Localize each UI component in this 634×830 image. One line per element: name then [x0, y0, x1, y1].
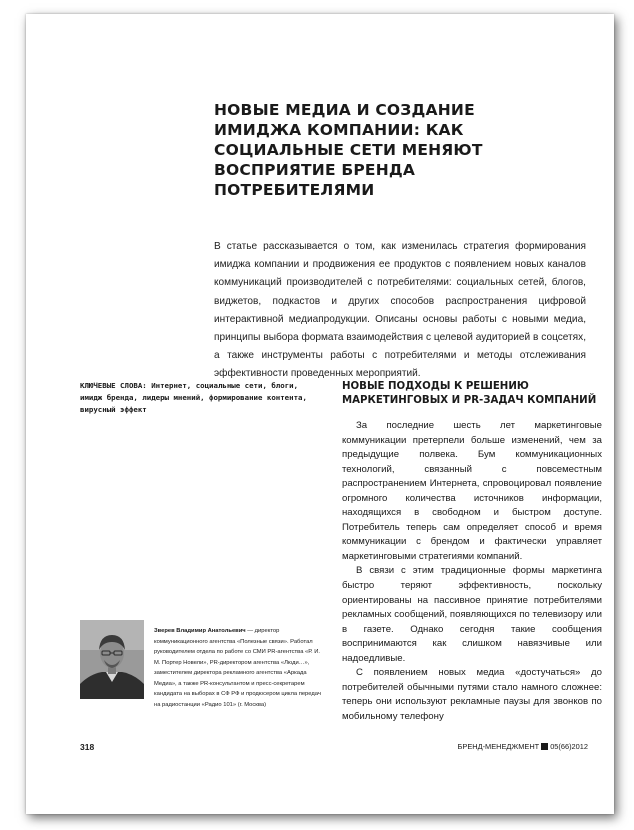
keywords-text: Интернет, социальные сети, блоги, имидж бренда, лидеры мнений, формирование контента, вирусный эффект [80, 381, 307, 414]
author-photo [80, 620, 144, 699]
section-body [342, 419, 602, 724]
square-separator-icon [541, 743, 548, 750]
author-bio [154, 626, 322, 710]
keywords-label: КЛЮЧЕВЫЕ СЛОВА: [80, 381, 147, 390]
body-paragraph: В связи с этим традиционные формы маркетинга быстро теряют эффективность, поскольку ориентированы на пассивное принятие потребителями рекламных сообщений, появляющихся по телевизору или в газете. Однако сегодня такие сообщения воспринимаются как слишком навязчивые или надоедливые. [342, 565, 602, 664]
journal-name: БРЕНД-МЕНЕДЖМЕНТ [457, 742, 540, 751]
article-abstract: В статье рассказывается о том, как изменилась стратегия формирования имиджа компании и продвижения ее продуктов с появлением новых каналов коммуникаций производителей с потребителями: социальных сетей, блогов, виджетов, подкастов и других способов распространения цифровой интерактивной медиапродукции. Описаны основы работы с новыми медиа, принципы выбора формата взаимодействия с целевой аудиторией в соцсетях, а также инструменты работы с потребителями и методы отслеживания эффективности проведенных мероприятий. [214, 241, 586, 380]
journal-page [26, 14, 614, 814]
author-portrait-image [80, 620, 144, 699]
author-name: Зверев Владимир Анатольевич [154, 628, 246, 634]
body-paragraph: За последние шесть лет маркетинговые коммуникации претерпели больше изменений, чем за предыдущие полвека. Бум коммуникационных технологий, связанный с повсеместным распространением Интернета, спровоцировал появление огромного количества источников информации, находящихся в свободном и быстром доступе. Потребитель теперь сам определяет способ и время коммуникации с брендом и фактически управляет маркетинговыми стратегиями компаний. [342, 420, 602, 562]
body-paragraph: С появлением новых медиа «достучаться» до потребителей обычными путями стало намного сложнее: теперь они используют рекламные паузы для звонков по мобильному телефону [342, 667, 602, 722]
article-title: НОВЫЕ МЕДИА И СОЗДАНИЕ ИМИДЖА КОМПАНИИ: КАК СОЦИАЛЬНЫЕ СЕТИ МЕНЯЮТ ВОСПРИЯТИЕ БРЕНДА ПОТРЕБИТЕЛЯМИ [214, 101, 483, 199]
section-heading: НОВЫЕ ПОДХОДЫ К РЕШЕНИЮ МАРКЕТИНГОВЫХ И PR-ЗАДАЧ КОМПАНИЙ [342, 381, 597, 406]
journal-footer [458, 742, 588, 751]
author-description: — директор коммуникационного агентства «Полезные связи». Работал руководителем отдела по работе со СМИ PR-агентства «Р. И. М. Портер Новели», PR-директором агентства «Люди…», заместителем директора рекламного агентства «Аркада Медиа», а также PR-консультантом и пресс-секретарем кандидата на выборах в СФ РФ и продюсером цикла передач на радиостанции «Радио 101» (г. Москва) [154, 628, 321, 708]
keywords-block [80, 380, 320, 416]
page-number: 318 [80, 742, 95, 752]
journal-issue: 05(66)2012 [550, 742, 588, 751]
